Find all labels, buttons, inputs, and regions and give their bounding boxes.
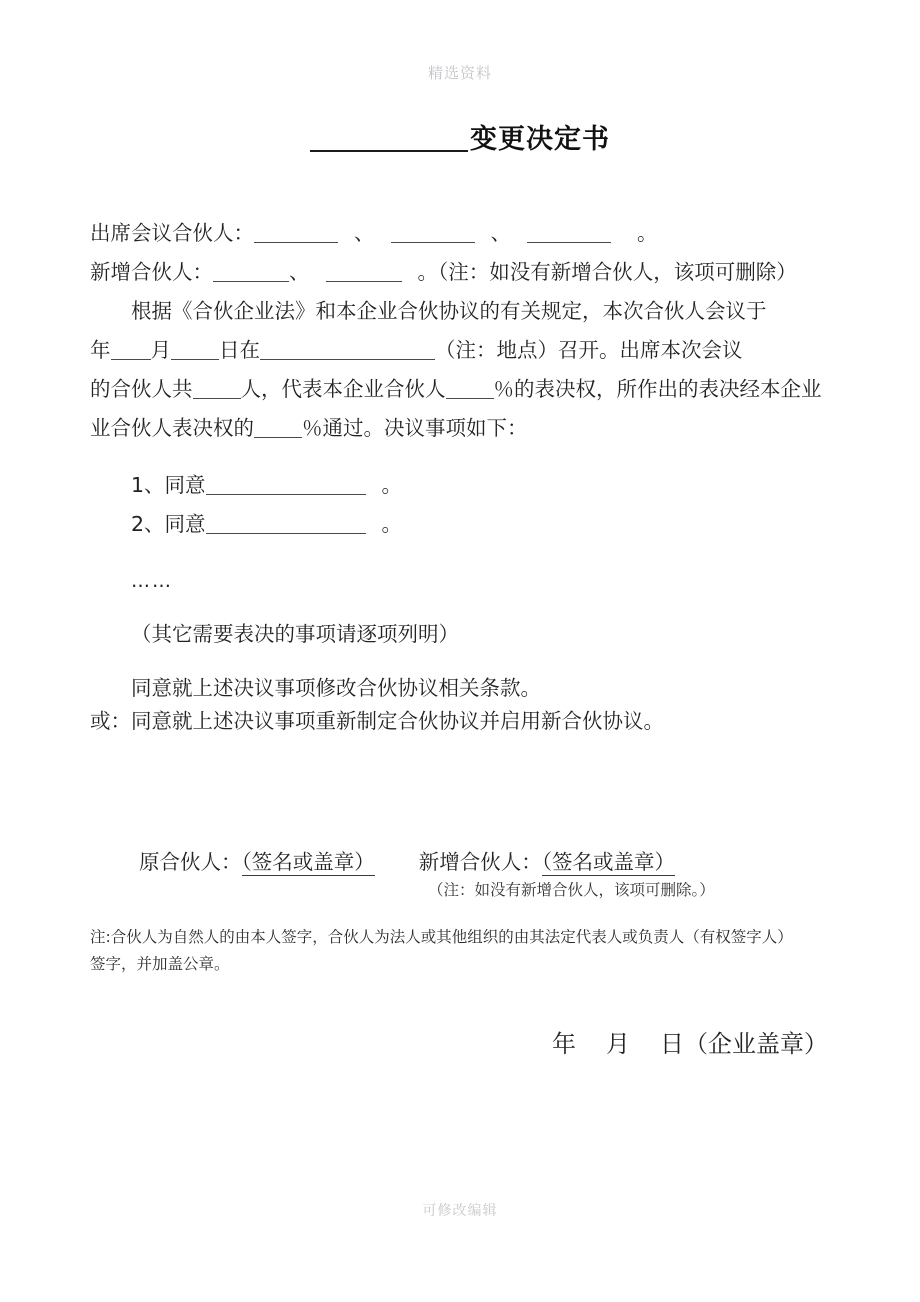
- resolution-label-2: 同意: [164, 512, 206, 536]
- preamble-text: 根据《合伙企业法》和本企业合伙协议的有关规定，本次合伙人会议于: [131, 299, 767, 323]
- attending-end-punct: 。: [637, 221, 658, 245]
- voting-threshold-blank[interactable]: [254, 437, 302, 438]
- signature-note: （注：如没有新增合伙人，该项可删除。）: [428, 881, 715, 899]
- clause-line-2: 或：同意就上述决议事项重新制定合伙协议并启用新合伙协议。: [90, 709, 664, 733]
- partner-count-line: [90, 370, 838, 409]
- running-header: 精选资料: [427, 64, 492, 82]
- resolution-number-1: 1、: [131, 473, 165, 497]
- resolution-number-2: 2、: [131, 512, 165, 536]
- original-partner-label: 原合伙人：: [139, 850, 242, 874]
- partner-count-unit: 人，代表本企业合伙人: [240, 377, 446, 401]
- voting-rights-text: 的表决权，所作出的表决经本企业: [514, 377, 822, 401]
- location-blank[interactable]: [260, 359, 435, 360]
- location-note: （注：地点）召开。出席本次会议: [435, 338, 743, 362]
- body-text-block: [90, 214, 838, 448]
- title-blank-underline[interactable]: [310, 150, 468, 152]
- resolution-ellipsis: ……: [131, 570, 173, 592]
- resolution-end-2: 。: [381, 512, 403, 536]
- attending-partner-blank-3[interactable]: [527, 242, 611, 243]
- attending-sep-2: 、: [490, 221, 511, 245]
- year-label: 年: [90, 338, 111, 362]
- resolution-label-1: 同意: [164, 473, 206, 497]
- footnote-line-1: 注:合伙人为自然人的由本人签字，合伙人为法人或其他组织的由其法定代表人或负责人（有权签字人）: [90, 928, 793, 946]
- list-item: [131, 505, 831, 544]
- new-partner-sep: 、: [289, 260, 310, 284]
- footnote-block: [90, 924, 842, 978]
- new-partner-label: 新增合伙人：: [418, 850, 542, 874]
- voting-threshold-prefix: 业合伙人表决权的: [90, 416, 254, 440]
- percent-symbol-1: ％: [493, 377, 514, 401]
- new-partner-blank-1[interactable]: [213, 281, 289, 282]
- resolution-end-1: 。: [381, 473, 403, 497]
- partner-count-prefix: 的合伙人共: [90, 377, 193, 401]
- day-label: 日在: [219, 338, 260, 362]
- signature-row: [139, 845, 839, 875]
- voting-threshold-suffix: 通过。决议事项如下：: [322, 416, 528, 440]
- attending-sep-1: 、: [354, 221, 375, 245]
- new-partners-line: [90, 253, 838, 292]
- date-day-seal-label: 日（企业盖章）: [660, 1030, 828, 1058]
- date-seal-line: [0, 1024, 920, 1059]
- month-label: 月: [150, 338, 171, 362]
- page-title: [0, 117, 920, 156]
- percent-symbol-2: ％: [302, 416, 323, 440]
- new-partner-blank-2[interactable]: [326, 281, 402, 282]
- voting-threshold-line: [90, 409, 838, 448]
- attending-partner-blank-1[interactable]: [254, 242, 338, 243]
- new-partners-label: 新增合伙人：: [90, 260, 213, 284]
- list-item: [131, 466, 831, 505]
- resolution-items-list: [131, 466, 831, 654]
- resolution-blank-2[interactable]: [206, 533, 366, 534]
- footnote-line-2: 签字，并加盖公章。: [90, 955, 230, 973]
- meeting-datetime-line: [90, 331, 838, 370]
- title-text: 变更决定书: [470, 124, 610, 155]
- attending-partners-line: [90, 214, 838, 253]
- date-month-label: 月: [606, 1030, 630, 1058]
- new-partner-signature-field[interactable]: （签名或盖章）: [541, 850, 675, 874]
- year-blank[interactable]: [111, 359, 151, 360]
- month-blank[interactable]: [171, 359, 219, 360]
- preamble-line-1: [90, 292, 838, 331]
- partner-percent-blank[interactable]: [446, 398, 494, 399]
- resolution-blank-1[interactable]: [206, 494, 366, 495]
- clause-line-1: 同意就上述决议事项修改合伙协议相关条款。: [131, 676, 541, 700]
- original-partner-signature-field[interactable]: （签名或盖章）: [241, 850, 375, 874]
- date-year-label: 年: [552, 1030, 576, 1058]
- partner-count-blank[interactable]: [193, 398, 241, 399]
- attending-partner-blank-2[interactable]: [391, 242, 475, 243]
- attending-partners-label: 出席会议合伙人：: [90, 221, 254, 245]
- agreement-clauses: [90, 672, 838, 738]
- new-partners-note: 。（注：如没有新增合伙人，该项可删除）: [417, 260, 797, 284]
- running-footer: 可修改编辑: [422, 1203, 498, 1219]
- resolution-note: （其它需要表决的事项请逐项列明）: [131, 622, 459, 646]
